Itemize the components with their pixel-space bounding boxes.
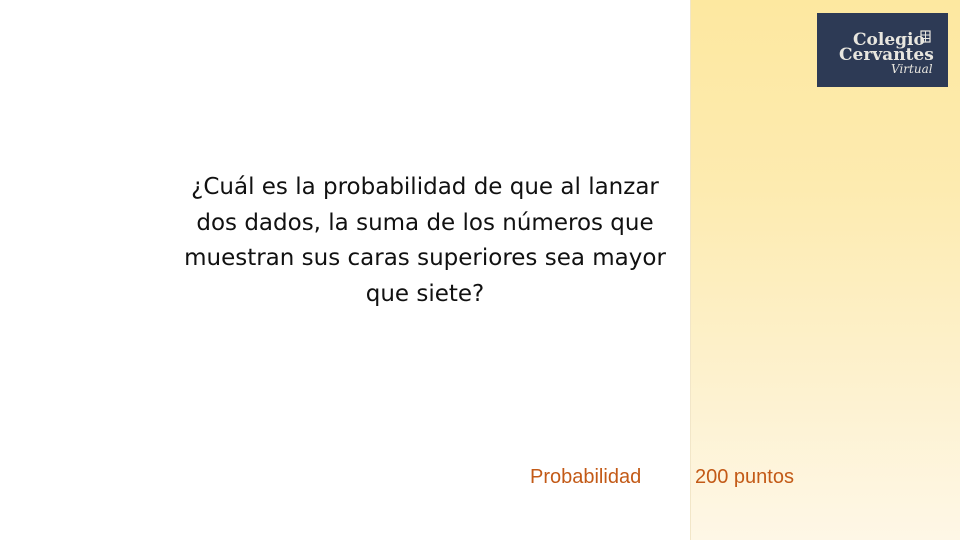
- category-label: Probabilidad: [530, 466, 642, 488]
- logo-line-2: Cervantes: [839, 45, 934, 65]
- colegio-cervantes-logo: [817, 13, 948, 87]
- question-text: ¿Cuál es la probabilidad de que al lanzar dos dados, la suma de los números que muestran sus caras superiores sea mayor que siete?: [184, 174, 666, 307]
- logo-graphic: [817, 13, 948, 87]
- logo-line-1: Colegio: [853, 30, 925, 50]
- points-label: 200 puntos: [695, 466, 794, 488]
- logo-line-3: Virtual: [891, 62, 933, 76]
